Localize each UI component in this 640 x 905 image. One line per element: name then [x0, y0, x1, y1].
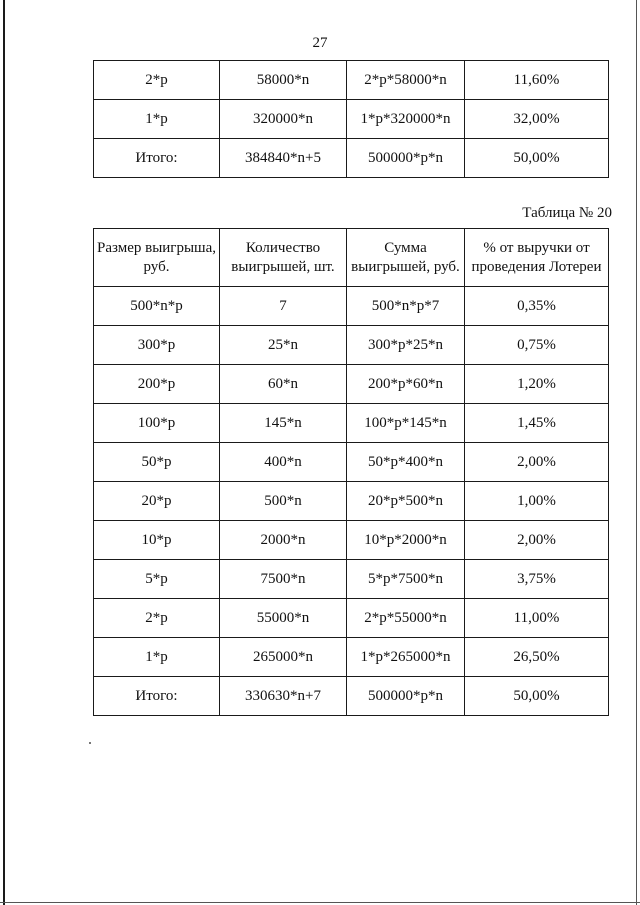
table-header-row [94, 229, 609, 287]
cell-prize-count: 7500*n [220, 560, 347, 599]
cell-revenue-percent: 50,00% [465, 139, 609, 178]
cell-prize-count: 2000*n [220, 521, 347, 560]
page-number: 27 [312, 35, 328, 51]
table-row [94, 326, 609, 365]
cell-prize-sum: 1*p*265000*n [347, 638, 465, 677]
continued-prize-table-body [94, 61, 609, 178]
table-row [94, 100, 609, 139]
scan-bottom-border [0, 902, 640, 903]
cell-prize-size: 2*p [94, 599, 220, 638]
scan-right-border [636, 0, 637, 905]
cell-revenue-percent: 2,00% [465, 521, 609, 560]
cell-prize-sum: 1*p*320000*n [347, 100, 465, 139]
cell-prize-sum: 300*p*25*n [347, 326, 465, 365]
cell-prize-count: 55000*n [220, 599, 347, 638]
cell-prize-count: 500*n [220, 482, 347, 521]
cell-prize-sum: 50*p*400*n [347, 443, 465, 482]
cell-revenue-percent: 11,00% [465, 599, 609, 638]
cell-prize-sum: 500000*p*n [347, 139, 465, 178]
cell-prize-sum: 100*p*145*n [347, 404, 465, 443]
cell-prize-size: 500*n*p [94, 287, 220, 326]
cell-prize-size: Итого: [94, 139, 220, 178]
cell-prize-sum: 10*p*2000*n [347, 521, 465, 560]
header-prize-count: Количество выигрышей, шт. [220, 229, 347, 287]
table-row [94, 482, 609, 521]
cell-prize-sum: 200*p*60*n [347, 365, 465, 404]
cell-prize-size: 1*p [94, 638, 220, 677]
cell-revenue-percent: 1,20% [465, 365, 609, 404]
cell-prize-size: 20*p [94, 482, 220, 521]
table-row [94, 365, 609, 404]
cell-prize-count: 400*n [220, 443, 347, 482]
cell-prize-count: 60*n [220, 365, 347, 404]
header-revenue-percent: % от выручки от проведения Лотереи [465, 229, 609, 287]
cell-prize-count: 384840*n+5 [220, 139, 347, 178]
scan-speck [89, 742, 91, 744]
table-row [94, 638, 609, 677]
table-row [94, 560, 609, 599]
continued-prize-table [93, 60, 609, 178]
prize-table-20 [93, 228, 609, 716]
table-caption: Таблица № 20 [522, 205, 612, 221]
table-row [94, 443, 609, 482]
cell-revenue-percent: 1,00% [465, 482, 609, 521]
prize-table-20-body [94, 287, 609, 716]
cell-revenue-percent: 11,60% [465, 61, 609, 100]
cell-revenue-percent: 2,00% [465, 443, 609, 482]
cell-prize-size: 1*p [94, 100, 220, 139]
cell-prize-sum: 500*n*p*7 [347, 287, 465, 326]
header-prize-size: Размер выигрыша, руб. [94, 229, 220, 287]
cell-prize-size: 5*p [94, 560, 220, 599]
cell-prize-count: 330630*n+7 [220, 677, 347, 716]
cell-prize-count: 320000*n [220, 100, 347, 139]
cell-revenue-percent: 0,35% [465, 287, 609, 326]
cell-prize-count: 58000*n [220, 61, 347, 100]
cell-prize-count: 145*n [220, 404, 347, 443]
cell-revenue-percent: 0,75% [465, 326, 609, 365]
table-row [94, 677, 609, 716]
header-prize-sum: Сумма выигрышей, руб. [347, 229, 465, 287]
cell-prize-count: 25*n [220, 326, 347, 365]
cell-prize-sum: 2*p*55000*n [347, 599, 465, 638]
cell-prize-sum: 2*p*58000*n [347, 61, 465, 100]
cell-prize-sum: 20*p*500*n [347, 482, 465, 521]
cell-prize-size: 100*p [94, 404, 220, 443]
cell-revenue-percent: 32,00% [465, 100, 609, 139]
scan-left-border [3, 0, 5, 905]
cell-revenue-percent: 26,50% [465, 638, 609, 677]
cell-prize-size: 10*p [94, 521, 220, 560]
cell-prize-sum: 5*p*7500*n [347, 560, 465, 599]
cell-prize-size: 300*p [94, 326, 220, 365]
cell-prize-size: Итого: [94, 677, 220, 716]
table-row [94, 287, 609, 326]
table-row [94, 61, 609, 100]
cell-revenue-percent: 1,45% [465, 404, 609, 443]
table-row [94, 404, 609, 443]
cell-prize-count: 265000*n [220, 638, 347, 677]
table-row [94, 139, 609, 178]
cell-prize-count: 7 [220, 287, 347, 326]
cell-prize-sum: 500000*p*n [347, 677, 465, 716]
cell-prize-size: 2*p [94, 61, 220, 100]
cell-prize-size: 50*p [94, 443, 220, 482]
cell-revenue-percent: 50,00% [465, 677, 609, 716]
table-row [94, 599, 609, 638]
cell-revenue-percent: 3,75% [465, 560, 609, 599]
cell-prize-size: 200*p [94, 365, 220, 404]
table-row [94, 521, 609, 560]
